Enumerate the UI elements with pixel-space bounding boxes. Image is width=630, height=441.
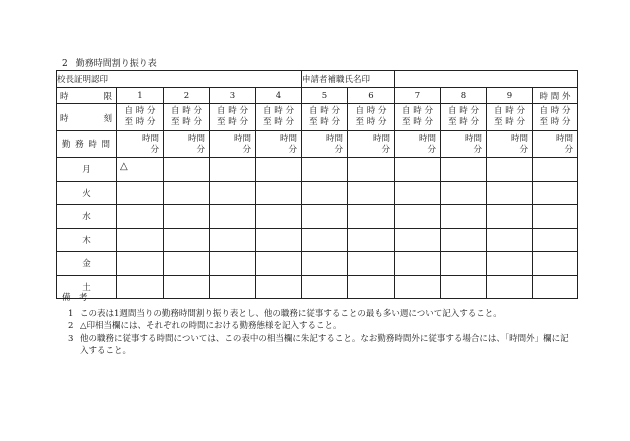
day-cell[interactable] bbox=[117, 228, 164, 252]
day-cell[interactable] bbox=[395, 158, 441, 182]
day-row-monday bbox=[57, 158, 578, 182]
day-cell[interactable] bbox=[395, 252, 441, 276]
day-cell[interactable] bbox=[441, 228, 487, 252]
time-range-cell[interactable]: 自 時 分 至 時 分 bbox=[164, 104, 210, 131]
day-cell[interactable] bbox=[210, 158, 256, 182]
day-cell[interactable] bbox=[210, 228, 256, 252]
day-cell[interactable] bbox=[348, 228, 395, 252]
period-4-header: 4 bbox=[256, 88, 302, 104]
day-cell[interactable] bbox=[533, 252, 578, 276]
remarks-section bbox=[62, 292, 572, 358]
day-label: 土 bbox=[57, 275, 117, 299]
remark-note-2: 2 △印相当欄には、それぞれの時間における勤務態様を記入すること。 bbox=[68, 321, 342, 331]
day-cell[interactable] bbox=[348, 181, 395, 205]
time-range-cell[interactable]: 自 時 分 至 時 分 bbox=[441, 104, 487, 131]
time-label: 時 刻 bbox=[57, 104, 117, 131]
certification-row bbox=[57, 71, 578, 88]
day-cell[interactable] bbox=[395, 205, 441, 229]
day-cell[interactable] bbox=[441, 252, 487, 276]
work-hours-cell[interactable]: 時間 分 bbox=[164, 131, 210, 158]
day-cell[interactable] bbox=[210, 252, 256, 276]
time-range-cell[interactable]: 自 時 分 至 時 分 bbox=[487, 104, 533, 131]
day-cell[interactable] bbox=[210, 181, 256, 205]
period-3-header: 3 bbox=[210, 88, 256, 104]
day-cell[interactable] bbox=[441, 181, 487, 205]
overtime-header: 時 間 外 bbox=[533, 88, 578, 104]
day-cell[interactable] bbox=[302, 181, 348, 205]
day-cell[interactable] bbox=[441, 158, 487, 182]
period-2-header: 2 bbox=[164, 88, 210, 104]
time-range-cell[interactable]: 自 時 分 至 時 分 bbox=[256, 104, 302, 131]
period-9-header: 9 bbox=[487, 88, 533, 104]
work-hours-cell[interactable]: 時間 分 bbox=[210, 131, 256, 158]
period-header-label: 時 限 bbox=[57, 88, 117, 104]
day-cell[interactable] bbox=[164, 181, 210, 205]
work-hours-row bbox=[57, 131, 578, 158]
period-header-row bbox=[57, 88, 578, 104]
day-label: 木 bbox=[57, 228, 117, 252]
work-hours-cell[interactable]: 時間 分 bbox=[441, 131, 487, 158]
day-cell[interactable] bbox=[395, 228, 441, 252]
day-cell[interactable] bbox=[256, 228, 302, 252]
period-8-header: 8 bbox=[441, 88, 487, 104]
work-hours-cell[interactable]: 時間 分 bbox=[395, 131, 441, 158]
period-5-header: 5 bbox=[302, 88, 348, 104]
day-cell[interactable] bbox=[487, 228, 533, 252]
work-hours-cell[interactable]: 時間 分 bbox=[302, 131, 348, 158]
work-hours-cell[interactable]: 時間 分 bbox=[117, 131, 164, 158]
day-cell[interactable] bbox=[487, 181, 533, 205]
section-title bbox=[62, 56, 157, 69]
time-range-cell[interactable]: 自 時 分 至 時 分 bbox=[533, 104, 578, 131]
applicant-seal-field[interactable] bbox=[395, 71, 578, 88]
time-range-cell[interactable]: 自 時 分 至 時 分 bbox=[210, 104, 256, 131]
day-cell[interactable] bbox=[302, 228, 348, 252]
time-range-row bbox=[57, 104, 578, 131]
remark-note-3: 3 他の職務に従事する時間については、この表中の相当欄に朱記すること。なお勤務時間外に従事する場合には、「時間外」欄に記入すること。 bbox=[68, 333, 569, 356]
day-cell[interactable] bbox=[487, 158, 533, 182]
day-row-thursday bbox=[57, 228, 578, 252]
day-label: 金 bbox=[57, 252, 117, 276]
day-cell[interactable] bbox=[348, 205, 395, 229]
work-hours-cell[interactable]: 時間 分 bbox=[533, 131, 578, 158]
day-cell[interactable] bbox=[441, 205, 487, 229]
period-1-header: 1 bbox=[117, 88, 164, 104]
day-label: 火 bbox=[57, 181, 117, 205]
work-hours-cell[interactable]: 時間 分 bbox=[256, 131, 302, 158]
schedule-table bbox=[56, 70, 578, 299]
time-range-cell[interactable]: 自 時 分 至 時 分 bbox=[117, 104, 164, 131]
day-cell[interactable] bbox=[533, 228, 578, 252]
day-cell[interactable] bbox=[395, 181, 441, 205]
triangle-mark: △ bbox=[120, 161, 128, 172]
day-cell[interactable] bbox=[164, 205, 210, 229]
day-cell[interactable] bbox=[302, 158, 348, 182]
period-7-header: 7 bbox=[395, 88, 441, 104]
day-cell[interactable] bbox=[117, 252, 164, 276]
day-cell[interactable] bbox=[117, 181, 164, 205]
time-range-cell[interactable]: 自 時 分 至 時 分 bbox=[395, 104, 441, 131]
day-cell[interactable] bbox=[256, 252, 302, 276]
remark-note-1: 1 この表は1週間当りの勤務時間割り振り表とし、他の職務に従事することの最も多い週について記入すること。 bbox=[68, 308, 502, 319]
day-cell[interactable] bbox=[117, 158, 164, 182]
section-number: 2 bbox=[62, 59, 68, 69]
day-cell[interactable] bbox=[348, 158, 395, 182]
day-cell[interactable] bbox=[256, 205, 302, 229]
applicant-label: 申請者補職氏名印 bbox=[302, 71, 395, 88]
day-cell[interactable] bbox=[256, 158, 302, 182]
day-cell[interactable] bbox=[487, 205, 533, 229]
day-row-friday bbox=[57, 252, 578, 276]
day-row-tuesday bbox=[57, 181, 578, 205]
day-cell[interactable] bbox=[117, 205, 164, 229]
day-cell[interactable] bbox=[302, 205, 348, 229]
day-cell[interactable] bbox=[348, 252, 395, 276]
day-label: 月 bbox=[57, 158, 117, 182]
day-cell[interactable] bbox=[256, 181, 302, 205]
period-6-header: 6 bbox=[348, 88, 395, 104]
principal-cert-label: 校長証明認印 bbox=[57, 71, 302, 88]
day-cell[interactable] bbox=[533, 181, 578, 205]
day-row-wednesday bbox=[57, 205, 578, 229]
time-range-cell[interactable]: 自 時 分 至 時 分 bbox=[302, 104, 348, 131]
day-label: 水 bbox=[57, 205, 117, 229]
day-cell[interactable] bbox=[487, 252, 533, 276]
day-cell[interactable] bbox=[164, 252, 210, 276]
day-cell[interactable] bbox=[302, 252, 348, 276]
remarks-title: 備 考 bbox=[62, 293, 88, 303]
time-range-cell[interactable]: 自 時 分 至 時 分 bbox=[348, 104, 395, 131]
work-hours-cell[interactable]: 時間 分 bbox=[487, 131, 533, 158]
day-cell[interactable] bbox=[210, 205, 256, 229]
day-cell[interactable] bbox=[164, 158, 210, 182]
day-cell[interactable] bbox=[533, 205, 578, 229]
work-hours-label: 勤 務 時 間 bbox=[57, 131, 117, 158]
day-cell[interactable] bbox=[533, 158, 578, 182]
section-title-text: 勤務時間割り振り表 bbox=[75, 59, 157, 69]
work-hours-cell[interactable]: 時間 分 bbox=[348, 131, 395, 158]
day-cell[interactable] bbox=[164, 228, 210, 252]
